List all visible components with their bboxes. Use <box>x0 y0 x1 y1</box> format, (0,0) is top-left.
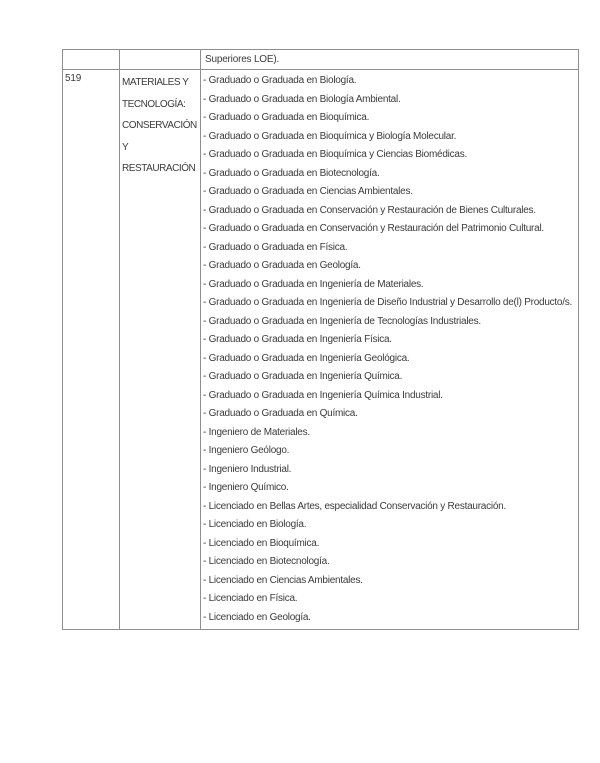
qualification-item: - Graduado o Graduada en Ingeniería Química Industrial. <box>203 389 443 401</box>
category-line: MATERIALES Y <box>122 77 189 88</box>
qualification-item: - Graduado o Graduada en Conservación y Restauración del Patrimonio Cultural. <box>203 223 544 234</box>
qualification-item: - Graduado o Graduada en Ingeniería Física. <box>203 334 392 345</box>
qualification-item: - Graduado o Graduada en Bioquímica y Ciencias Biomédicas. <box>203 149 467 160</box>
qualification-item: - Ingeniero Geólogo. <box>203 445 290 456</box>
qualification-item: - Graduado o Graduada en Ingeniería de Materiales. <box>203 278 424 290</box>
qualification-item: - Graduado o Graduada en Química. <box>203 408 358 419</box>
category-line: TECNOLOGÍA: <box>122 98 186 110</box>
row-code: 519 <box>65 73 82 84</box>
qualification-item: - Graduado o Graduada en Conservación y Restauración de Bienes Culturales. <box>203 204 536 216</box>
qualification-item: - Licenciado en Bellas Artes, especialidad Conservación y Restauración. <box>203 500 506 512</box>
empty-code-cell <box>63 50 120 70</box>
qualification-item: - Graduado o Graduada en Biología Ambiental. <box>203 93 401 105</box>
qualification-item: - Licenciado en Geología. <box>203 611 311 623</box>
qualification-item: - Ingeniero Industrial. <box>203 463 292 475</box>
qualification-item: - Graduado o Graduada en Física. <box>203 241 348 253</box>
qualification-item: - Licenciado en Biotecnología. <box>203 556 330 567</box>
empty-category-cell <box>120 50 201 70</box>
qualification-item: - Licenciado en Biología. <box>203 519 307 530</box>
table-row <box>63 70 579 630</box>
category-line: Y <box>122 141 129 153</box>
qualification-item: - Graduado o Graduada en Geología. <box>203 260 361 271</box>
qualifications-table <box>62 49 579 630</box>
category-cell <box>120 70 201 630</box>
qualification-item: - Licenciado en Bioquímica. <box>203 537 320 549</box>
qualification-item: - Graduado o Graduada en Ingeniería de Diseño Industrial y Desarrollo de(l) Producto/s. <box>203 297 573 308</box>
qualification-item: - Graduado o Graduada en Ingeniería de Tecnologías Industriales. <box>203 315 481 327</box>
qualification-item: - Ingeniero de Materiales. <box>203 426 310 438</box>
qualification-item: - Graduado o Graduada en Ciencias Ambientales. <box>203 186 413 197</box>
qualification-item: - Graduado o Graduada en Biología. <box>203 75 357 86</box>
continuation-text: Superiores LOE). <box>205 54 280 65</box>
continuation-row <box>63 50 579 70</box>
qualifications-cell <box>201 70 579 630</box>
qualification-item: - Ingeniero Químico. <box>203 482 289 493</box>
continuation-cell <box>201 50 579 70</box>
category-lines <box>120 70 200 180</box>
qualification-item: - Licenciado en Física. <box>203 593 298 604</box>
qualification-item: - Licenciado en Ciencias Ambientales. <box>203 574 363 586</box>
qualifications-list <box>201 70 578 629</box>
code-cell <box>63 70 120 630</box>
qualification-item: - Graduado o Graduada en Bioquímica y Biología Molecular. <box>203 130 457 142</box>
category-line: RESTAURACIÓN <box>122 163 196 174</box>
qualification-item: - Graduado o Graduada en Ingeniería Química. <box>203 371 403 382</box>
category-line: CONSERVACIÓN <box>122 120 197 131</box>
qualification-item: - Graduado o Graduada en Bioquímica. <box>203 112 370 123</box>
qualification-item: - Graduado o Graduada en Biotecnología. <box>203 167 380 179</box>
qualification-item: - Graduado o Graduada en Ingeniería Geológica. <box>203 352 410 364</box>
